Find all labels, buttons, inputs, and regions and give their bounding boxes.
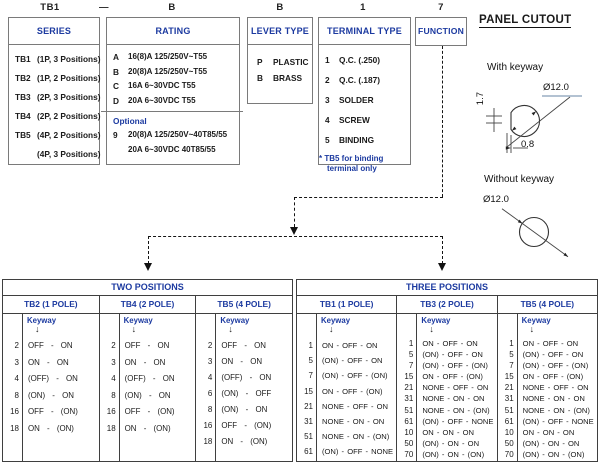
two-positions-table xyxy=(2,279,293,462)
function-code: 1 xyxy=(308,341,313,350)
function-value: (ON) - ON - ON xyxy=(422,438,480,448)
function-value: ON - OFF - ON xyxy=(522,339,579,348)
rating-code: B xyxy=(113,66,119,77)
series-desc: (2P, 3 Positions) xyxy=(37,92,101,102)
function-value: NONE - ON - (ON) xyxy=(322,432,390,442)
terminal-desc: Q.C. (.187) xyxy=(339,75,381,85)
table-title: TWO POSITIONS xyxy=(3,280,292,296)
function-value: OFF - (ON) xyxy=(124,407,175,416)
function-value: (OFF) - ON xyxy=(28,374,78,383)
function-value: NONE - ON - ON xyxy=(422,394,485,404)
function-code: 16 xyxy=(10,407,19,416)
function-value-column xyxy=(316,314,396,461)
without-keyway-diameter: Ø12.0 xyxy=(483,194,509,205)
rating-desc: 20A 6~30VDC 40T85/55 xyxy=(128,144,216,154)
function-value: NONE - OFF - ON xyxy=(522,383,589,393)
function-code: 21 xyxy=(404,383,414,393)
terminal-code: 3 xyxy=(325,95,330,105)
rating-code: D xyxy=(113,95,119,106)
function-code: 15 xyxy=(304,386,313,396)
keyway-indicator xyxy=(317,314,396,338)
rating-list xyxy=(107,45,239,108)
rating-box xyxy=(106,17,240,165)
table-header-row xyxy=(297,296,597,314)
function-value: (ON) - ON - (ON) xyxy=(422,449,485,459)
terminal-type-box-title: TERMINAL TYPE xyxy=(319,18,410,45)
spec-item xyxy=(113,79,235,94)
function-value: (ON) - ON - (ON) xyxy=(522,449,585,459)
table-header-row xyxy=(3,296,292,314)
code-lever: B xyxy=(276,2,284,13)
function-value: (ON) - ON xyxy=(28,390,74,400)
function-code: 4 xyxy=(14,374,19,383)
function-code: 7 xyxy=(408,361,414,371)
keyway-down-arrow-icon: ↓ xyxy=(529,324,535,334)
function-value: NONE - ON - (ON) xyxy=(422,405,490,415)
function-code: 5 xyxy=(509,350,514,360)
with-keyway-diameter: Ø12.0 xyxy=(543,82,569,93)
without-keyway-drawing xyxy=(480,206,595,268)
function-value: (ON) - OFF - NONE xyxy=(422,416,494,426)
code-rating: B xyxy=(168,2,176,13)
function-value-column xyxy=(22,314,99,461)
connector-horizontal-upper xyxy=(294,197,443,198)
function-code: 1 xyxy=(509,339,514,348)
column-header: TB2 (1 POLE) xyxy=(3,296,100,313)
function-value: NONE - ON - (ON) xyxy=(522,405,590,415)
terminal-note: * TB5 for binding terminal only xyxy=(319,154,384,173)
keyway-label: Keyway xyxy=(27,316,57,325)
function-value: ON - OFF - (ON) xyxy=(522,372,584,382)
function-connector-line xyxy=(442,46,443,197)
series-code xyxy=(15,145,37,164)
function-value: (ON) - ON - ON xyxy=(522,438,580,448)
function-code: 3 xyxy=(111,357,116,367)
function-code: 31 xyxy=(404,394,414,404)
spec-item xyxy=(113,50,235,65)
function-code: 70 xyxy=(504,449,514,459)
function-value: (ON) - OFF xyxy=(221,389,272,398)
function-value: (ON) - OFF - NONE xyxy=(522,416,594,426)
function-code: 18 xyxy=(10,423,19,433)
rating-desc: 16A 6~30VDC T55 xyxy=(128,81,196,90)
rating-optional-list xyxy=(113,128,235,157)
function-value: OFF - ON xyxy=(28,341,73,350)
three-positions-table xyxy=(296,279,598,462)
function-code: 31 xyxy=(304,416,313,426)
series-desc: (2P, 2 Positions) xyxy=(37,111,101,121)
rating-optional-label: Optional xyxy=(113,116,147,126)
rating-divider xyxy=(101,111,243,112)
function-code: 1 xyxy=(408,339,414,348)
function-value: ON - ON xyxy=(221,357,263,366)
function-code: 4 xyxy=(111,374,116,383)
function-value: NONE - ON - ON xyxy=(322,416,385,426)
function-value-column xyxy=(215,314,292,461)
spec-item xyxy=(257,54,308,70)
function-code: 10 xyxy=(404,427,414,437)
function-code: 31 xyxy=(504,394,514,404)
rating-code: C xyxy=(113,81,119,91)
function-code: 21 xyxy=(304,401,313,411)
function-value: (OFF) - ON xyxy=(124,374,175,383)
series-code: TB2 xyxy=(15,73,31,83)
function-value-column xyxy=(517,314,597,461)
spec-item xyxy=(325,130,406,150)
function-code: 51 xyxy=(404,405,414,415)
spec-item xyxy=(113,143,235,158)
function-code-column xyxy=(100,314,119,461)
function-code: 8 xyxy=(111,390,116,400)
function-code: 2 xyxy=(207,341,213,350)
spec-item xyxy=(15,50,101,69)
spec-item xyxy=(113,65,235,80)
series-code: TB5 xyxy=(15,130,31,140)
keyway-indicator xyxy=(120,314,196,338)
table-body xyxy=(3,314,292,461)
series-code: TB3 xyxy=(15,92,31,102)
keyway-width-dim: 0.8 xyxy=(521,139,535,150)
function-code: 15 xyxy=(404,372,414,382)
function-value: ON - ON - ON xyxy=(422,427,474,437)
spec-item xyxy=(325,70,406,90)
keyway-indicator xyxy=(23,314,99,338)
function-code-column xyxy=(196,314,215,461)
function-value: ON - ON xyxy=(28,357,69,367)
function-code-column xyxy=(3,314,22,461)
terminal-code: 5 xyxy=(325,135,330,145)
column-header: TB1 (1 POLE) xyxy=(297,296,397,313)
with-keyway-drawing xyxy=(470,80,600,158)
rating-desc: 20(8)A 125/250V~T55 xyxy=(128,66,208,76)
function-value: ON - ON xyxy=(124,357,166,367)
rating-desc: 16(8)A 125/250V~T55 xyxy=(128,52,208,61)
arrow-down-center xyxy=(290,227,298,235)
function-code: 15 xyxy=(504,372,514,382)
keyway-label: Keyway xyxy=(220,316,250,325)
with-keyway-label: With keyway xyxy=(487,62,544,73)
position-column xyxy=(196,314,292,461)
lever-desc: BRASS xyxy=(273,73,303,83)
terminal-desc: SCREW xyxy=(339,115,370,125)
rating-desc: 20A 6~30VDC T55 xyxy=(128,95,196,105)
rating-code: A xyxy=(113,52,119,62)
function-code: 51 xyxy=(504,405,514,415)
function-code: 18 xyxy=(106,423,116,433)
column-header: TB4 (2 POLE) xyxy=(100,296,197,313)
function-box xyxy=(415,17,467,46)
spec-item xyxy=(325,110,406,130)
series-desc: (4P, 3 Positions) xyxy=(37,149,101,159)
keyway-depth-dim: 1.7 xyxy=(475,92,486,106)
function-value: (ON) - OFF - ON xyxy=(322,356,383,366)
function-code: 50 xyxy=(504,438,514,448)
function-code: 10 xyxy=(504,427,514,437)
function-code: 51 xyxy=(304,432,313,442)
lever-code: P xyxy=(257,57,263,67)
function-code: 8 xyxy=(14,390,19,400)
series-box-title: SERIES xyxy=(9,18,99,45)
table-body xyxy=(297,314,597,461)
position-column xyxy=(100,314,197,461)
function-value: (OFF) - ON xyxy=(221,373,272,382)
keyway-down-arrow-icon: ↓ xyxy=(228,324,233,334)
keyway-label: Keyway xyxy=(321,316,351,325)
function-code: 8 xyxy=(207,405,213,414)
rating-code: 9 xyxy=(113,130,118,140)
function-value-column xyxy=(416,314,496,461)
function-code: 16 xyxy=(106,407,116,416)
lever-type-list xyxy=(248,45,312,86)
function-code: 5 xyxy=(408,350,414,360)
arrow-down-left xyxy=(144,263,152,271)
series-desc: (1P, 3 Positions) xyxy=(37,54,101,64)
keyway-down-arrow-icon: ↓ xyxy=(35,324,40,334)
series-desc: (4P, 2 Positions) xyxy=(37,130,101,140)
spec-item xyxy=(113,128,235,143)
keyway-down-arrow-icon: ↓ xyxy=(429,324,434,334)
spec-item xyxy=(15,69,101,88)
series-code: TB1 xyxy=(15,54,31,64)
function-code: 2 xyxy=(111,341,116,350)
function-value: NONE - OFF - ON xyxy=(422,383,489,393)
keyway-label: Keyway xyxy=(123,316,153,325)
rating-box-title: RATING xyxy=(107,18,239,45)
function-box-title: FUNCTION xyxy=(418,26,464,36)
column-header: TB3 (2 POLE) xyxy=(397,296,497,313)
keyway-down-arrow-icon: ↓ xyxy=(329,324,334,334)
function-value: OFF - (ON) xyxy=(221,421,272,430)
table-title: THREE POSITIONS xyxy=(297,280,597,296)
function-value: ON - OFF - (ON) xyxy=(322,386,383,396)
function-code: 5 xyxy=(308,356,313,366)
panel-cutout-title: PANEL CUTOUT xyxy=(479,14,572,26)
function-code-column xyxy=(397,314,416,461)
keyway-indicator xyxy=(216,314,292,338)
terminal-desc: BINDING xyxy=(339,135,375,145)
lever-desc: PLASTIC xyxy=(273,57,309,67)
function-value: (ON) - ON xyxy=(124,390,171,400)
lever-code: B xyxy=(257,73,263,83)
function-code: 4 xyxy=(207,373,213,382)
function-value: (ON) - OFF - (ON) xyxy=(322,371,388,381)
function-value: ON - ON - ON xyxy=(522,427,575,437)
rating-code xyxy=(113,143,128,158)
code-series: TB1 xyxy=(40,2,60,13)
position-column xyxy=(297,314,397,461)
function-code: 2 xyxy=(14,341,19,350)
function-code: 16 xyxy=(203,421,213,430)
function-code: 21 xyxy=(504,383,514,393)
code-terminal: 1 xyxy=(360,2,366,13)
terminal-code: 4 xyxy=(325,115,330,125)
rating-desc: 20(8)A 125/250V~40T85/55 xyxy=(128,130,228,139)
function-code: 7 xyxy=(509,361,514,371)
function-value: (ON) - ON xyxy=(221,405,268,414)
function-value: (ON) - OFF - ON xyxy=(522,350,584,360)
function-code-column xyxy=(498,314,517,461)
terminal-code: 1 xyxy=(325,55,330,65)
spec-item xyxy=(15,145,101,164)
terminal-type-list xyxy=(319,45,410,150)
function-value: (ON) - OFF - ON xyxy=(422,350,483,360)
function-value: (ON) - OFF - NONE xyxy=(322,447,394,457)
keyway-label: Keyway xyxy=(421,316,451,325)
function-value: NONE - OFF - ON xyxy=(322,401,389,411)
column-header: TB5 (4 POLE) xyxy=(520,299,575,309)
series-list xyxy=(9,45,99,164)
function-code: 70 xyxy=(404,449,414,459)
function-value: OFF - ON xyxy=(124,341,170,350)
position-column xyxy=(397,314,497,461)
function-value: NONE - ON - ON xyxy=(522,394,585,404)
function-value: ON - (ON) xyxy=(221,437,268,446)
spec-item xyxy=(113,94,235,109)
spec-item xyxy=(15,126,101,145)
code-function: 7 xyxy=(438,2,444,13)
series-code: TB4 xyxy=(15,111,31,121)
function-code: 18 xyxy=(203,437,213,446)
function-code: 6 xyxy=(207,389,213,398)
terminal-desc: Q.C. (.250) xyxy=(339,55,381,65)
keyway-down-arrow-icon: ↓ xyxy=(131,324,137,334)
spec-item xyxy=(325,90,406,110)
function-code: 61 xyxy=(504,416,514,426)
function-value: OFF - (ON) xyxy=(28,407,78,416)
connector-left-drop xyxy=(148,236,149,264)
function-value: ON - OFF - ON xyxy=(322,341,378,350)
lever-type-box-title: LEVER TYPE xyxy=(248,18,312,45)
keyway-indicator xyxy=(417,314,496,338)
spec-item xyxy=(15,88,101,107)
function-code-column xyxy=(297,314,316,461)
function-value-column xyxy=(119,314,196,461)
code-separator: — xyxy=(99,2,109,13)
spec-item xyxy=(15,107,101,126)
terminal-desc: SOLDER xyxy=(339,95,374,105)
function-value: (ON) - OFF - (ON) xyxy=(422,361,488,371)
terminal-type-box xyxy=(318,17,411,173)
function-value: OFF - ON xyxy=(221,341,266,350)
keyway-indicator xyxy=(518,314,597,338)
function-code: 7 xyxy=(308,371,313,381)
arrow-down-right xyxy=(438,263,446,271)
function-code: 3 xyxy=(14,357,19,367)
function-code: 50 xyxy=(404,438,414,448)
spec-item xyxy=(325,50,406,70)
function-value: (ON) - OFF - (ON) xyxy=(522,361,589,371)
position-column xyxy=(3,314,100,461)
spec-item xyxy=(257,70,308,86)
series-box xyxy=(8,17,100,165)
function-value: ON - (ON) xyxy=(28,423,74,433)
connector-horizontal-lower xyxy=(148,236,443,237)
function-value: ON - OFF - ON xyxy=(422,339,478,348)
terminal-code: 2 xyxy=(325,75,330,85)
connector-right-drop xyxy=(442,236,443,264)
lever-type-box xyxy=(247,17,313,104)
function-code: 3 xyxy=(207,357,213,366)
without-keyway-label: Without keyway xyxy=(484,174,555,185)
function-code: 61 xyxy=(304,447,313,457)
column-header: TB5 (4 POLE) xyxy=(217,299,271,309)
keyway-label: Keyway xyxy=(521,316,551,325)
function-value: ON - OFF - (ON) xyxy=(422,372,483,382)
function-code: 61 xyxy=(404,416,414,426)
connector-drop-line xyxy=(294,197,295,227)
series-desc: (1P, 2 Positions) xyxy=(37,73,101,83)
function-value: ON - (ON) xyxy=(124,423,171,433)
position-column xyxy=(498,314,597,461)
